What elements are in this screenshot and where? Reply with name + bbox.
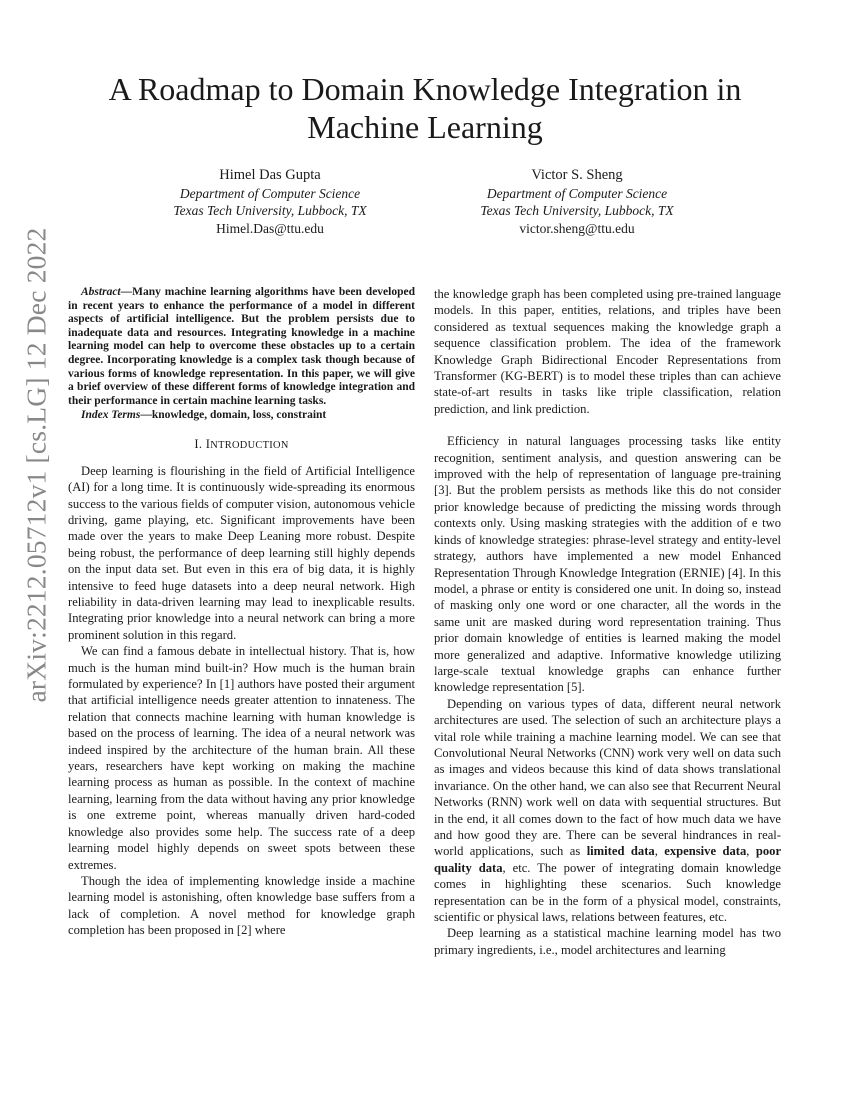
arxiv-identifier: arXiv:2212.05712v1 [cs.LG] 12 Dec 2022 [20, 227, 52, 703]
abstract-text: —Many machine learning algorithms have been developed in recent years to enhance the performance of a model in different aspects of artificial intelligence. But the problem persists due to inadequate data and resources. Integrating knowledge in a machine learning model can help to overcome these obstacles up to a certain degree. Incorporating knowledge is a complex task though because of various forms of knowledge representation. In this paper, we will give a brief overview of these different forms of knowledge integration and their performance in certain machine learning tasks. [68, 286, 415, 407]
left-column [68, 286, 415, 1086]
abstract [68, 286, 415, 408]
bold-term: limited data [586, 844, 655, 859]
author-university: Texas Tech University, Lubbock, TX [173, 203, 367, 218]
paragraph: Depending on various types of data, different neural network architectures are used. The selection of such an architecture plays a vital role while training a machine learning model. We can see that Convolutional Neural Networks (CNN) work very well on data such as images and videos because this kind of data shows translational invariance. On the other hand, we can also see that Recurrent Neural Networks (RNN) work well on data with sequential structures. But in the end, it all comes down to the fact of how much data we have and how good they are. There can be several hindrances in real-world applications, such as limited data, expensive data, poor quality data, etc. The power of integrating domain knowledge comes in highlighting these scenarios. Such knowledge representation can be in the form of a physical model, constraints, scientific or physical laws, relations between features, etc. [434, 696, 782, 925]
right-column [434, 286, 781, 1086]
author-block-2 [427, 167, 727, 237]
paragraph: Though the idea of implementing knowledge inside a machine learning model is astonishing, often knowledge base suffers from a lack of completion. A novel method for knowledge graph completion has been proposed in [2] where [68, 873, 415, 938]
paragraph: Efficiency in natural languages processing tasks like entity recognition, sentiment analysis, and question answering can be improved with the help of representation of language pre-training [3]. But the problem persists as methods like this do not consider prior knowledge because of predicting the missing words through contexts only. Using masking strategies with the addition of e two kinds of knowledge strategies: phrase-level strategy and entity-level strategy, authors have implemented a new model Enhanced Representation Through Knowledge Integration (ERNIE) [4]. In this model, a phrase or entity is considered one unit. In doing so, instead of masking only one word or one character, all the words in the same unit are masked during word representation training. Thus prior domain knowledge of entities is learned making the model more generalized and adaptive. Informative knowledge utilizing large-scale textual knowledge graphs can enhance further knowledge representation [5]. [434, 434, 781, 695]
bold-term: poor quality data [434, 844, 782, 875]
author-name: Himel Das Gupta [219, 167, 321, 183]
bold-term: expensive data [664, 844, 747, 859]
author-department: Department of Computer Science [486, 185, 668, 201]
section-heading-introduction: I. INTRODUCTION [194, 437, 289, 452]
arxiv-side-stamp [6, 227, 66, 703]
author-name: Victor S. Sheng [531, 167, 623, 183]
author-university: Texas Tech University, Lubbock, TX [480, 203, 674, 218]
paper-title: A Roadmap to Domain Knowledge Integration in Machine Learning [108, 71, 742, 145]
paragraph: Deep learning is flourishing in the field of Artificial Intelligence (AI) for a long time. It is continuously wide-spreading its enormous success to the various fields of computer vision, autonomous vehicle driving, game playing, etc. Significant improvements have been made over the years to make Deep Leaning more robust. Despite being robust, the performance of deep learning still highly depends on the input data set. But even in this era of big data, it is highly intensive to feed huge datasets into a deep neural network. High reliability in data-driven learning may lead to inexplicable results. Integrating prior knowledge into a neural network can bring a more prominent solution in this regard. [68, 463, 415, 642]
abstract-label: Abstract [81, 286, 121, 298]
paragraph: Deep learning as a statistical machine learning model has two primary ingredients, i.e., model architectures and learning [434, 926, 781, 957]
author-email: victor.sheng@ttu.edu [519, 220, 635, 236]
paragraph: the knowledge graph has been completed using pre-trained language models. In this paper, entities, relations, and triples have been considered as textual sequences making the knowledge graph a sequence classification problem. The idea of the framework Knowledge Graph Bidirectional Encoder Representations from Transformer (KG-BERT) is to model these triples than can achieve state-of-art results in tasks like triple classification, relation prediction, and link prediction. [434, 287, 781, 416]
paragraph: We can find a famous debate in intellectual history. That is, how much is the human mind built-in? How much is the human brain formulated by experience? In [1] authors have posted their argument that artificial intelligence needs greater attention to innateness. The relation that connects machine learning with human knowledge is based on the process of learning. The idea of a neural network was indeed inspired by the architecture of the human brain. All these years, researchers have kept working on making the machine learning process as human as possible. In the context of machine learning, learning from the data without having any prior knowledge is one extreme point, whereas manually driven hard-coded knowledge also provides some help. The success rate of a deep learning model highly depends on sweet spots between these extremes. [68, 644, 415, 872]
index-terms [68, 408, 415, 422]
author-department: Department of Computer Science [179, 185, 361, 201]
author-block-1 [120, 167, 420, 237]
index-terms-label: Index Terms [81, 409, 141, 422]
author-email: Himel.Das@ttu.edu [216, 220, 324, 236]
index-terms-text: —knowledge, domain, loss, constraint [140, 409, 327, 422]
